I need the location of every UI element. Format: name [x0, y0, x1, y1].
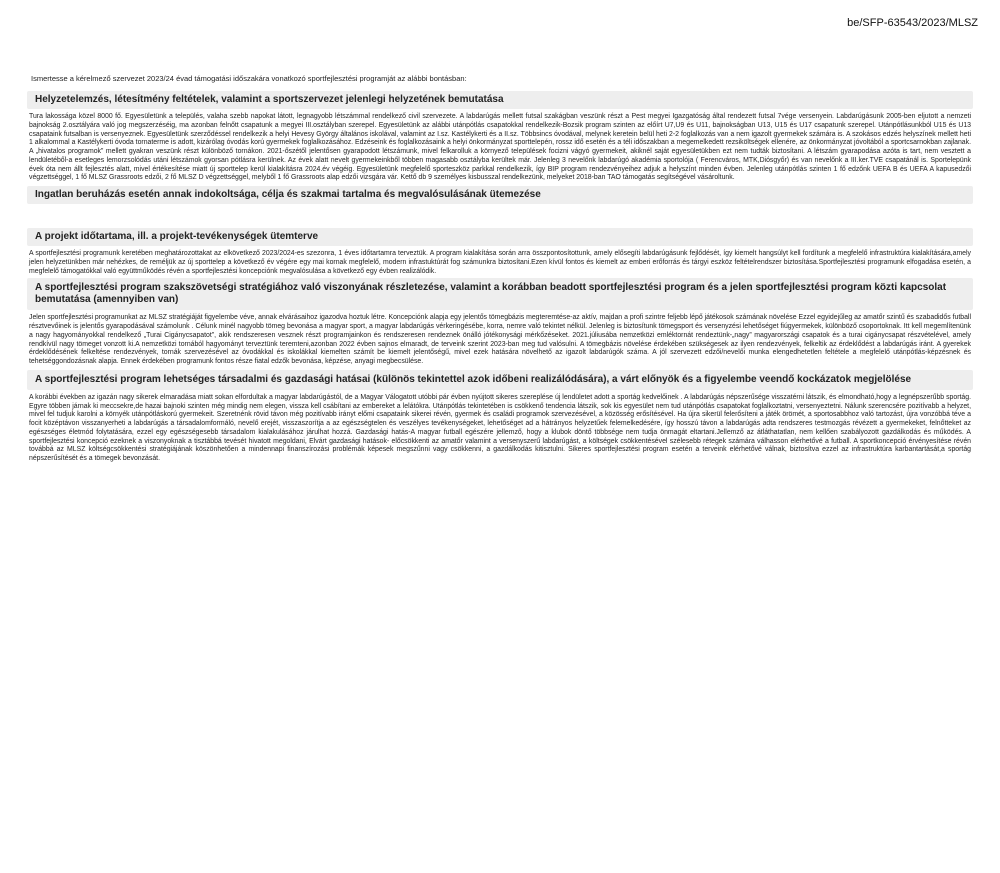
document-body: [27, 74, 973, 464]
section-heading-social-economic-impact: A sportfejlesztési program lehetséges társadalmi és gazdasági hatásai (különös tekintettel azok időbeni realizálódására), a várt előnyök és a figyelembe veendő kockázatok megjelölése: [27, 370, 973, 390]
intro-text: Ismertesse a kérelmező szervezet 2023/24 évad támogatási időszakára vonatkozó sportfejlesztési programját az alábbi bontásban:: [31, 74, 467, 83]
section-heading-situation-analysis: Helyzetelemzés, létesítmény feltételek, valamint a sportszervezet jelenlegi helyzetének bemutatása: [27, 91, 973, 109]
section-heading-federation-strategy: A sportfejlesztési program szakszövetségi stratégiához való viszonyának részletezése, valamint a korábban beadott sportfejlesztési program és a jelen sportfejlesztési program közti kapcsolat bemutatása (amennyiben van): [27, 278, 973, 310]
section-body-situation-analysis: Tura lakossága közel 8000 fő. Egyesületünk a település, valaha szebb napokat látott, legnagyobb létszámmal rendelkező civil szervezete. A labdarúgás mellett futsal szakágban veszünk részt a Pest megyei Igazgatóság által rendezett futsal 7vége versenyein. Labdarúgásunk 2005-ben eljutott a nemzeti bajnokság 2.osztályára való jog megszerzéséig, ma azonban felnőtt csapatunk a megyei III.osztályban szerepel. Egyesületünk az alábbi utánpótlás csapatokkal rendelkezik-Bozsik program szinten az előírt U7,U9 és U11, bajnokságban U13, U15 és U17 csapatunk szerepel. Utánpótlásunkból U15 és U13 csapataink futsalban is versenyeznek. Egyesületünk szerződéssel rendelkezik a helyi Hevesy György általános iskolával, valamint az I.sz. Kastélykerti és a II.sz. Többsincs óvodával, melynek keretein belül heti 2-2 foglalkozás van a nem igazolt gyermekek számára is. A szokásos edzés helyszínek mellett heti 1 alkalommal a Kastélykerti óvoda tornaterme is adott, kizárólag óvodás korú gyermekek foglalkozásához. Edzéseink és foglalkozásaink a helyi önkormányzat sporttelepén, rossz idő esetén és a téli időszakban a megemelkedett rezsiköltségek ellenére, az önkormányzat jóvoltából a sportcsarnokban zajlanak. A „hivatalos programok” mellett gyakran veszünk részt különböző tornákon. 2021-őszétől jelentősen gyarapodott létszámunk, mivel felkarolluk a környező települések focizni vágyó gyermekeit, akiknél saját egyesületükben ezt nem tudták biztosítani. A létszám gyarapodása azóta is tart, nem vesztett a lendületéből-a esetleges lemorzsolódás utáni létszámok gyorsan pótlásra kerülnek. Az évek alatt nevelt gyermekeinkből többen magasabb osztályba kerültek már. Jelenleg 3 nevelőnk labdarúgó akadémia sportolója ( Ferencváros, MTK,Diósgyőr) és van nevelőnk a III.ker.TVE csapatánál is. Sportelepünk évek óta nem állt fejlesztés alatt, mivel értékesítése miatt új sporttelep kerül kialakításra 2024.év végéig. Egyesületünk megfelelő sporteszköz parkkal rendelkezik, így BIP program rendezvényeihez adjuk a helyszínt minden évben. Jelenleg utánpótlás szinten 1 fő edzőnk UEFA B és UEFA A kapusedzői végzettséggel, 1 fő MLSZ Grassroots edzői, 2 fő MLSZ D végzettséggel, melyből 1 fő Grassroots alap edzői vizsgára vár. Kettő db 9 személyes kisbusszal rendelkezünk, melyeket 2018-ban TAO támogatás segítségével vásároltunk.: [29, 113, 971, 182]
section-body-project-duration: A sportfejlesztési programunk keretében meghatározottakat az elkövetkező 2023/2024-es szezonra, 1 éves időtartamra terveztük. A program kialakítása során arra összpontosítottunk, amely elősegíti labdarúgásunk fejlődését, így kiemelt hangsúlyt kell fordítunk a megfelelő infrastruktúra kialakítására,amely jelen helyzetünkben már nehézkes, de reméljük az új sporttelep a következő év végére egy mai kornak megfelelő, modern infrastuktúrát fog számunkra biztosítani.Ezen kívül fontos és kiemelt az emberi erőforrás és tárgyi eszköz feltételrendszer biztosítása.Sportfejlesztési programunk elfogadása esetén, a megfelelő támogatókkal való együttműködés révén a sportfejlesztési koncepciónk megvalósulása a következő egy évben realizálódik.: [29, 250, 971, 275]
section-heading-real-estate-investment: Ingatlan beruházás esetén annak indokoltsága, célja és szakmai tartalma és megvalósulásának ütemezése: [27, 186, 973, 204]
section-body-federation-strategy: Jelen sportfejlesztési programunkat az MLSZ stratégiáját figyelembe véve, annak elvárásaihoz igazodva hoztuk létre. Koncepciónk alapja egy jelentős tömegbázis megteremtése-az aktív, majdan a profi szintre feljebb lépő játékosok számának növelése Ezzel egyidejűleg az amatőr szintű és szabadidős futball résztvevőinek is jelentős gyarapodásával számolunk . Célunk minél nagyobb tömeg bevonása a magyar sport, a magyar labdarúgás vérkeringésébe, korra, nemre való tekintet nélkül. Jelenleg is biztosítunk tömegsport és versenyzési lehetőséget fiúgyermekek, különböző csoportoknak. Itt kell megemlítenünk a nagy hagyományokkal rendelkező „Turai Cigánycsapatot”, akik rendszeresen vesznek részt programjainkon és rendszeresen rendeznek önálló jótékonysági mérkőzéseket. 2021.júliusába nemzetközi emléktornát rendeztünk-„nagy” magyarországi csapatok és a turai cigánycsapat részvételével, amely rendkívül nagy tömeget vonzott ki.A nemzetközi tornából hagyományt terveztünk teremteni,azonban 2022 évben sajnos elmaradt, de terveink szerint 2023-ban meg tud valósulni. A tömegbázis növelése érdekében szükségesek az ilyen rendezvények, felkeltik az érdeklődést a labdarúgás iránt. A gyerekek érdeklődésének felkeltése rendezvények, tornák szervezésével az óvodákkal és iskolákkal kiemelten számít be kiemelt jelentőségű, mivel ezek hatására növelhető az igazolt labdarúgók száma. A jól szervezett edzői/nevelői munka elengedhetetlen feltétele a megfelelő utánpótlás-képzésnek és tehetséggondozásnak alapja. Ennek érdekében programunk fontos része fiatal edzők bevonása, képzése, anyagi megbecsülése.: [29, 314, 971, 365]
document-reference-number: be/SFP-63543/2023/MLSZ: [847, 17, 978, 29]
section-body-social-economic-impact: A korábbi években az igazán nagy sikerek elmaradása miatt sokan elfordultak a magyar labdarúgástól, de a Magyar Válogatott utóbbi pár évben nyújtott sikeres szereplése új lendületet adott a sportág kedvelőinek . A labdarúgás népszerűsége visszatérni látszik, és elmondható,hogy a legnépszerűbb sportág. Egyre többen járnak ki meccsekre,de hazai bajnoki szinten még mindig nem elegen, vissza kell csábítani az embereket a lelátókra. Utánpótlás tekintetében is csökkenő tendencia látszik, sok kis egyesület nem tud utánpótlás csapatokat foglalkoztatni, versenyeztetni. Nálunk szerencsére pozitívabb a helyzet, mivel fel tudjuk karolni a környék utánpótláskorú gyermekeit. Szeretnénk rövid távon még pozitívabb irányt előmi csapataink sikerei révén, gyermek és családi programok szervezésével, a közösség erősítésével. Ha újra sikerül felerősíteni a játék örömét, a sportosabbhoz való tartozást, újra vonzóbbá téve a focit középtávon visszanyerheti a labdarúgás a társadalomformáló, nevelő erejét, visszaszorítja a az egészségtelen és veszélyes tevékenységeket, lehetőséget ad a hátrányos helyzetűek felemelkedésére, így hosszú távon a labdarúgás adta rendszeres testmozgás révézett a gyermekeket, felnőtteket az egészséges életmód folytatására, ezzel egy egészségesebb társadalom kialakulásához járulhat hozzá. Gazdasági hatás-A magyar futball egészére jellemző, hogy a klubok döntő többsége nem tudja önmagát eltartani.Jellemző az átláthatatlan, nem kellően szabályozott gazdálkodás és működés. A sportfejlesztési koncepció ezeknek a viszonyoknak a tisztábbá tevését hivatott megoldani, Elvárt gazdasági hatások- előcsökkenti az amatőr valamint a versenyszerű labdarúgást, a költségek csökkentésével szélesebb rétegek számára válhasson elérhetővé a futball. A sportkoncepció érvényesítése révén továbbá az MLSZ költségcsökkentési stratégiájának köszönhetően a mindennapi finanszírozási problémák képesek megszűnni vagy csökkenni, a gazdálkodás kitisztulni. Sikeres sportfejlesztési program esetén a terveink elérhetővé válnak, biztosítva ezzel az infrastruktúra karbantartását,a sportág népszerűsítését és a tömegek bevonzását.: [29, 393, 971, 462]
section-heading-project-duration: A projekt időtartama, ill. a projekt-tevékenységek ütemterve: [27, 228, 973, 246]
section-body-real-estate-investment: [29, 208, 971, 228]
